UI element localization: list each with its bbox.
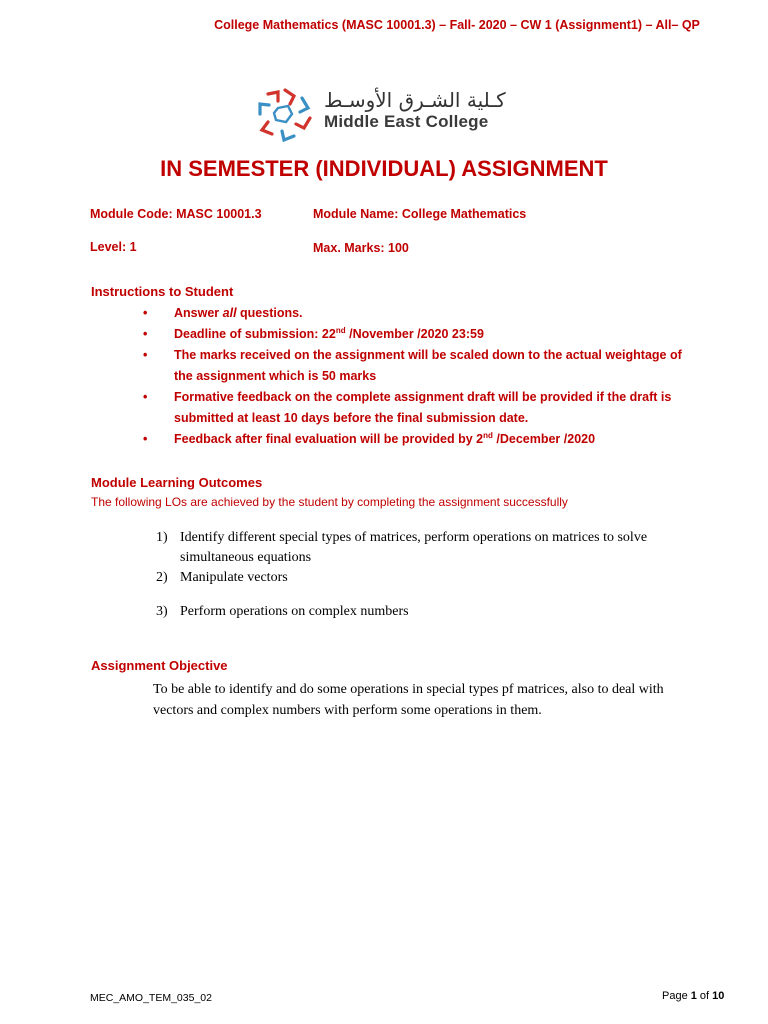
header-text: College Mathematics (MASC 10001.3) – Fall- 2020 – CW 1 (Assignment1) – All– QP — [214, 18, 700, 32]
instruction-item: • The marks received on the assignment will be scaled down to the actual weightage of the assignment which is 50 marks — [143, 345, 688, 387]
outcome-text: Manipulate vectors — [180, 570, 288, 585]
outcome-item — [156, 568, 686, 588]
max-marks: Max. Marks: 100 — [313, 241, 409, 255]
instructions-heading: Instructions to Student — [91, 284, 234, 299]
objective-heading: Assignment Objective — [91, 658, 228, 673]
learning-outcomes-list — [156, 528, 686, 622]
instructions-list — [143, 303, 688, 450]
page-number: Page 1 of 10 — [662, 990, 725, 1002]
bullet: • — [143, 327, 148, 341]
objective-text: To be able to identify and do some operations in special types pf matrices, also to deal with vectors and complex numbers with perform some operations in them. — [153, 682, 664, 718]
instruction-item: • Formative feedback on the complete assignment draft will be provided if the draft is submitted at least 10 days before the final submission date. — [143, 387, 688, 429]
outcome-number: 2) — [156, 570, 168, 585]
learning-outcomes-heading: Module Learning Outcomes — [91, 475, 263, 490]
bullet: • — [143, 306, 148, 320]
bullet: • — [143, 390, 148, 404]
logo-arabic-name: كـلية الشـرق الأوسـط — [324, 88, 506, 112]
instruction-item: • Answer all questions. — [143, 303, 688, 324]
instruction-item: • Feedback after final evaluation will be provided by 2nd /December /2020 — [143, 429, 688, 450]
learning-outcomes-subheading: The following LOs are achieved by the student by completing the assignment successfully — [91, 495, 568, 509]
college-logo — [254, 86, 514, 142]
bullet: • — [143, 348, 148, 362]
outcome-number: 1) — [156, 530, 168, 545]
outcome-item — [156, 602, 686, 622]
module-name: Module Name: College Mathematics — [313, 207, 527, 221]
instruction-item: • Deadline of submission: 22nd /November /2020 23:59 — [143, 324, 688, 345]
bullet: • — [143, 432, 148, 446]
level: Level: 1 — [90, 240, 137, 254]
document-header — [0, 18, 768, 32]
outcome-number: 3) — [156, 604, 168, 619]
outcome-text: Identify different special types of matrices, perform operations on matrices to solve simultaneous equations — [180, 530, 648, 565]
page-title: IN SEMESTER (INDIVIDUAL) ASSIGNMENT — [160, 156, 608, 181]
college-emblem-icon — [254, 86, 316, 142]
outcome-item — [156, 528, 686, 568]
outcome-text: Perform operations on complex numbers — [180, 604, 409, 619]
logo-english-name: Middle East College — [324, 112, 489, 131]
module-code: Module Code: MASC 10001.3 — [90, 207, 262, 221]
document-code: MEC_AMO_TEM_035_02 — [90, 992, 212, 1004]
